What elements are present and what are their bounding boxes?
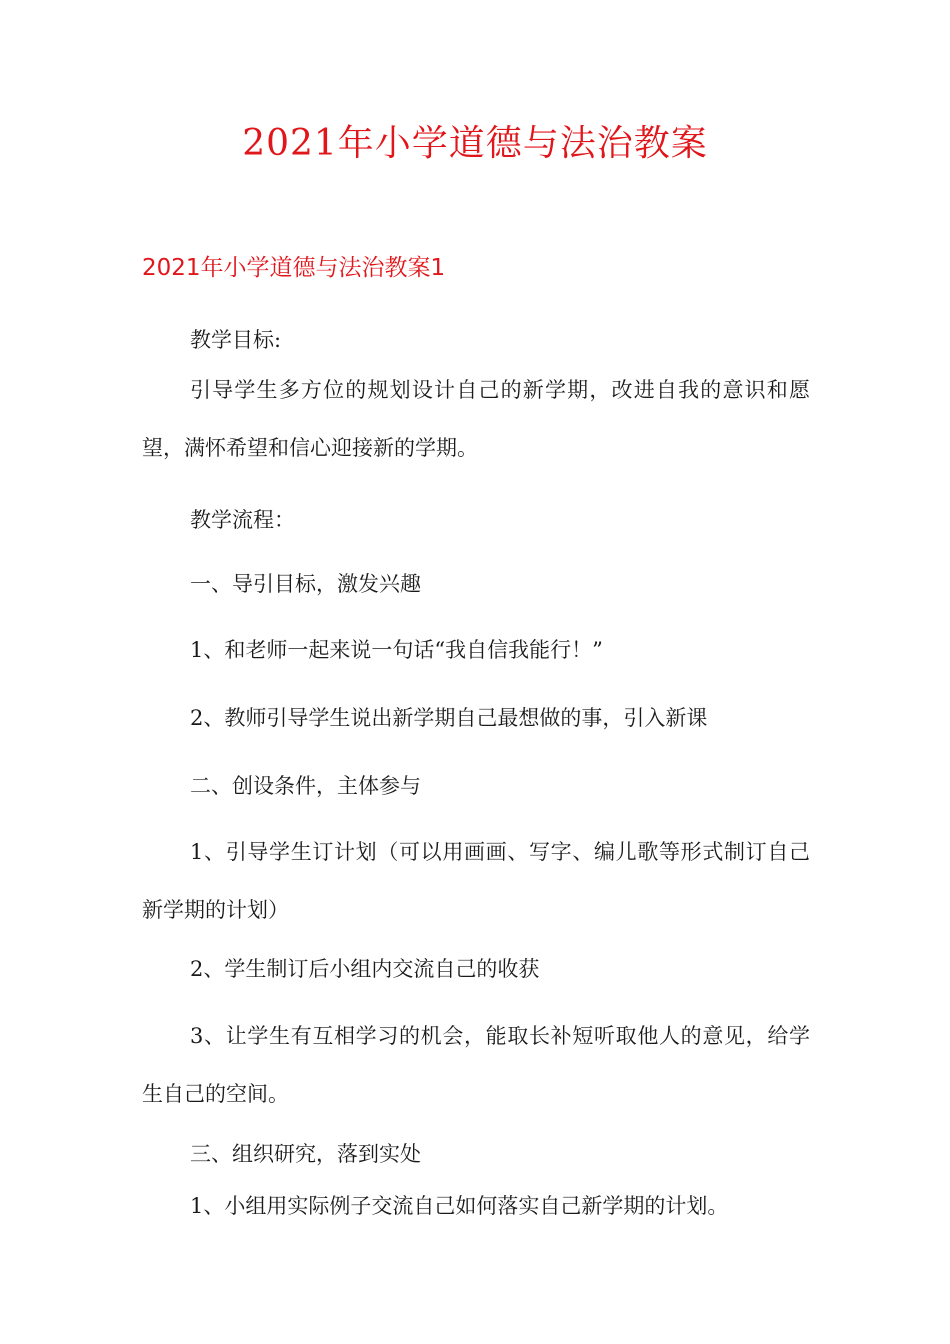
paragraph: 引导学生多方位的规划设计自己的新学期，改进自我的意识和愿望，满怀希望和信心迎接新的学期。 <box>142 378 810 460</box>
paragraph: 1、引导学生订计划（可以用画画、写字、编儿歌等形式制订自己新学期的计划） <box>142 840 810 922</box>
section-title: 2021年小学道德与法治教案1 <box>142 255 446 281</box>
paragraph: 2、教师引导学生说出新学期自己最想做的事，引入新课 <box>190 706 708 730</box>
paragraph: 1、和老师一起来说一句话“我自信我能行！” <box>190 638 603 662</box>
paragraph: 一、导引目标，激发兴趣 <box>190 572 421 596</box>
paragraph: 教学流程： <box>190 508 295 532</box>
paragraph: 3、让学生有互相学习的机会，能取长补短听取他人的意见，给学生自己的空间。 <box>142 1024 810 1106</box>
paragraph: 三、组织研究，落到实处 <box>190 1142 421 1166</box>
paragraph: 1、小组用实际例子交流自己如何落实自己新学期的计划。 <box>190 1194 729 1218</box>
paragraph: 教学目标: <box>190 328 282 352</box>
paragraph: 2、学生制订后小组内交流自己的收获 <box>190 957 540 981</box>
document-title: 2021年小学道德与法治教案 <box>242 123 708 164</box>
paragraph: 二、创设条件，主体参与 <box>190 774 421 798</box>
